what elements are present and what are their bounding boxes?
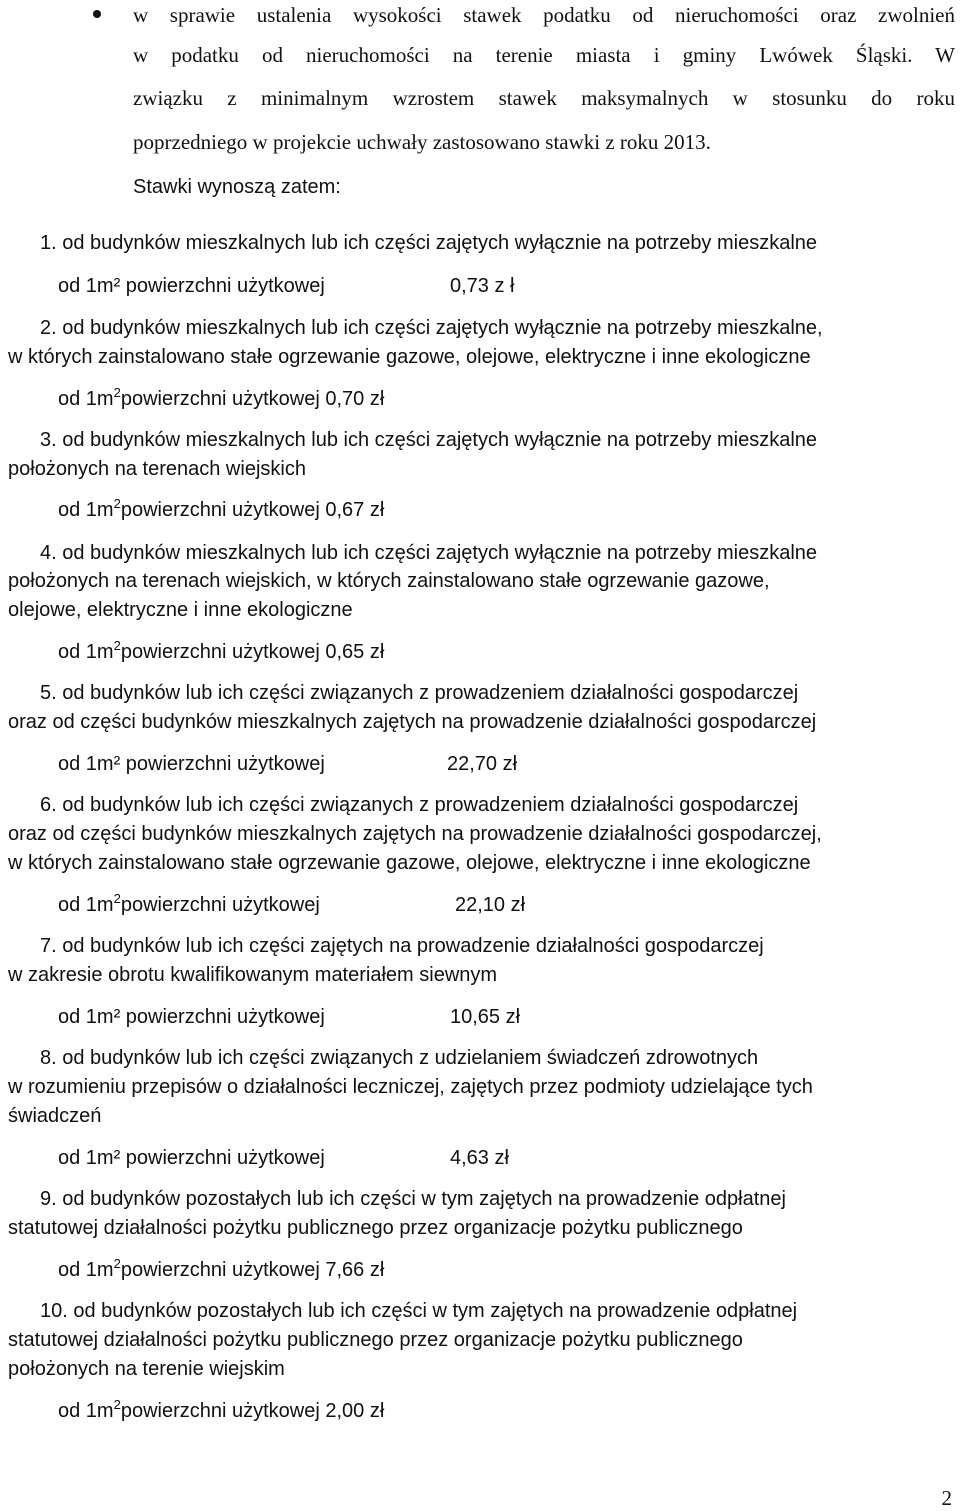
rate-item-text: w rozumieniu przepisów o działalności leczniczej, zajętych przez podmioty udzielające tych (8, 1076, 813, 1098)
rate-amount: 22,10 zł (455, 894, 526, 916)
rate-amount: 2,00 zł (325, 1400, 385, 1422)
rate-item-text: w których zainstalowano stałe ogrzewanie gazowe, olejowe, elektryczne i inne ekologiczne (8, 346, 811, 368)
rate-amount: 22,70 zł (447, 753, 518, 775)
rate-item-text: 10. od budynków pozostałych lub ich części w tym zajętych na prowadzenie odpłatnej (40, 1300, 798, 1322)
rate-item-text: położonych na terenach wiejskich, w których zainstalowano stałe ogrzewanie gazowe, (8, 570, 770, 592)
intro-line: poprzedniego w projekcie uchwały zastosowano stawki z roku 2013. (133, 130, 711, 154)
area-label: od $1m^2powierzchni$ użytkowej 7,66 zł (58, 1256, 385, 1281)
rate-item-text: świadczeń (8, 1105, 102, 1127)
rate-item-text: w których zainstalowano stałe ogrzewanie gazowe, olejowe, elektryczne i inne ekologiczne (8, 852, 811, 874)
area-label: od $1m^2powierzchni$ użytkowej 2,00 zł (58, 1397, 385, 1422)
rate-item-text: oraz od części budynków mieszkalnych zajętych na prowadzenie działalności gospodarczej (8, 711, 817, 733)
area-label: od 1m² powierzchni użytkowej (58, 1006, 325, 1028)
rate-amount: 0,65 zł (325, 641, 385, 663)
area-label: od $1m^2powierzchni$ użytkowej (58, 891, 320, 916)
rate-item-text: 9. od budynków pozostałych lub ich części w tym zajętych na prowadzenie odpłatnej (40, 1188, 786, 1210)
rate-amount: 4,63 zł (450, 1147, 509, 1169)
bullet-icon (93, 10, 101, 18)
rate-amount: 10,65 zł (450, 1006, 521, 1028)
intro-line: związku z minimalnym wzrostem stawek maksymalnych w stosunku do roku (133, 86, 955, 110)
rate-item-text: 4. od budynków mieszkalnych lub ich części zajętych wyłącznie na potrzeby mieszkalne (40, 542, 818, 564)
area-label: od 1m² powierzchni użytkowej (58, 753, 325, 775)
intro-line: w podatku od nieruchomości na terenie miasta i gminy Lwówek Śląski. W (133, 43, 955, 67)
area-label: od $1m^2powierzchni$ użytkowej 0,67 zł (58, 496, 385, 521)
rate-amount: 7,66 zł (325, 1259, 385, 1281)
area-label: od 1m² powierzchni użytkowej (58, 275, 325, 297)
intro-line: w sprawie ustalenia wysokości stawek podatku od nieruchomości oraz zwolnień (133, 3, 955, 27)
rates-heading: Stawki wynoszą zatem: (133, 176, 341, 198)
rate-item-text: olejowe, elektryczne i inne ekologiczne (8, 599, 353, 621)
rate-item-text: 3. od budynków mieszkalnych lub ich części zajętych wyłącznie na potrzeby mieszkalne (40, 429, 818, 451)
rate-item-text: 8. od budynków lub ich części związanych z udzielaniem świadczeń zdrowotnych (40, 1047, 759, 1069)
rate-amount: 0,70 zł (325, 388, 385, 410)
area-label: od $1m^2powierzchni$ użytkowej 0,65 zł (58, 638, 385, 663)
rate-item-text: 7. od budynków lub ich części zajętych na prowadzenie działalności gospodarczej (40, 935, 764, 957)
rate-item-text: w zakresie obrotu kwalifikowanym materiałem siewnym (8, 964, 498, 986)
rate-amount: 0,73 z ł (450, 275, 515, 297)
rate-item-text: położonych na terenie wiejskim (8, 1358, 285, 1380)
rate-item-text: 5. od budynków lub ich części związanych z prowadzeniem działalności gospodarczej (40, 682, 799, 704)
rate-item-text: statutowej działalności pożytku publicznego przez organizacje pożytku publicznego (8, 1217, 743, 1239)
rate-item-text: oraz od części budynków mieszkalnych zajętych na prowadzenie działalności gospodarczej, (8, 823, 822, 845)
rate-item-text: 6. od budynków lub ich części związanych z prowadzeniem działalności gospodarczej (40, 794, 799, 816)
rate-item-text: 1. od budynków mieszkalnych lub ich części zajętych wyłącznie na potrzeby mieszkalne (40, 232, 818, 254)
rate-amount: 0,67 zł (325, 499, 385, 521)
rate-item-text: położonych na terenach wiejskich (8, 458, 306, 480)
rate-item-text: 2. od budynków mieszkalnych lub ich części zajętych wyłącznie na potrzeby mieszkalne, (40, 317, 823, 339)
page-number: 2 (941, 1486, 952, 1510)
area-label: od 1m² powierzchni użytkowej (58, 1147, 325, 1169)
area-label: od $1m^2powierzchni$ użytkowej 0,70 zł (58, 385, 385, 410)
rate-item-text: statutowej działalności pożytku publicznego przez organizacje pożytku publicznego (8, 1329, 743, 1351)
